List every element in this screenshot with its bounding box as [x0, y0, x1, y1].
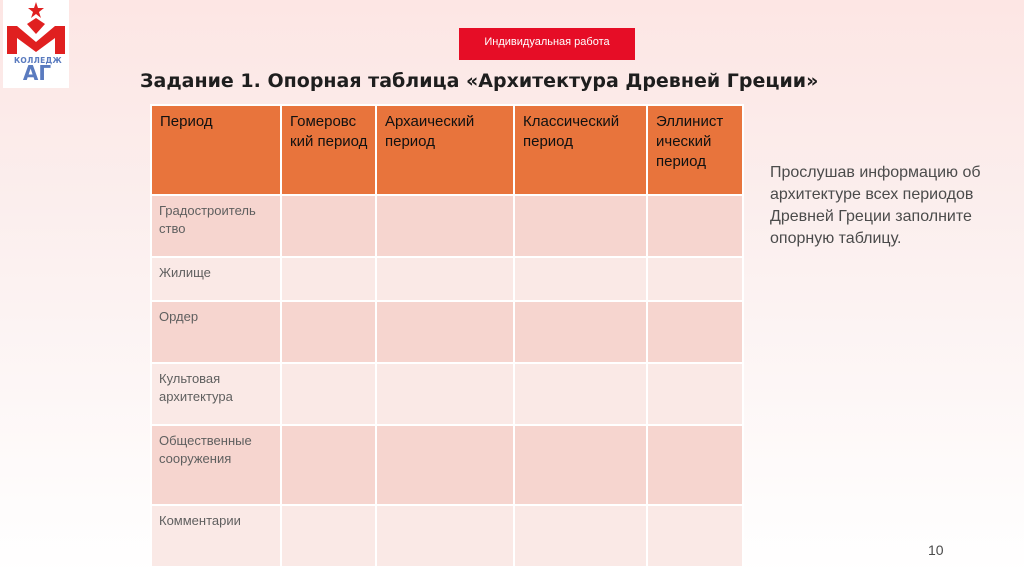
table-cell[interactable]: [376, 257, 514, 301]
table-cell[interactable]: [647, 301, 743, 363]
reference-table: [150, 104, 744, 568]
table-cell[interactable]: [514, 425, 647, 505]
row-label: Общественные сооружения: [151, 425, 281, 505]
table-cell[interactable]: [281, 257, 376, 301]
table-cell[interactable]: [281, 301, 376, 363]
individual-work-badge: Индивидуальная работа: [459, 28, 635, 60]
page-title: Задание 1. Опорная таблица «Архитектура Древней Греции»: [140, 70, 819, 92]
table-cell[interactable]: [514, 363, 647, 425]
table-row: [151, 505, 743, 567]
instruction-text: Прослушав информацию об архитектуре всех периодов Древней Греции заполните опорную таблицу.: [770, 164, 981, 247]
row-label: Ордер: [151, 301, 281, 363]
header-hellenistic: Эллинист ический период: [647, 105, 743, 195]
table-cell[interactable]: [376, 425, 514, 505]
table-row: [151, 257, 743, 301]
header-homeric: Гомеровс кий период: [281, 105, 376, 195]
table-cell[interactable]: [647, 425, 743, 505]
row-label: Культовая архитектура: [151, 363, 281, 425]
table-cell[interactable]: [281, 363, 376, 425]
header-period: Период: [151, 105, 281, 195]
page-number: 10: [928, 542, 944, 558]
table-row: [151, 363, 743, 425]
header-archaic: Архаический период: [376, 105, 514, 195]
table-row: [151, 301, 743, 363]
table-cell[interactable]: [647, 505, 743, 567]
table-cell[interactable]: [647, 257, 743, 301]
table-row: [151, 195, 743, 257]
table-cell[interactable]: [514, 257, 647, 301]
college-logo: [3, 0, 69, 88]
logo-initials: АГ: [22, 61, 52, 85]
table-cell[interactable]: [376, 195, 514, 257]
table-cell[interactable]: [376, 363, 514, 425]
table-header-row: [151, 105, 743, 195]
table-cell[interactable]: [376, 505, 514, 567]
table-cell[interactable]: [281, 505, 376, 567]
table-cell[interactable]: [281, 195, 376, 257]
row-label: Градостроитель ство: [151, 195, 281, 257]
row-label: Жилище: [151, 257, 281, 301]
table-cell[interactable]: [514, 301, 647, 363]
table-cell[interactable]: [281, 425, 376, 505]
header-classical: Классический период: [514, 105, 647, 195]
table-cell[interactable]: [647, 363, 743, 425]
logo-caption: КОЛЛЕДЖ: [13, 56, 63, 65]
table-cell[interactable]: [514, 195, 647, 257]
table-cell[interactable]: [376, 301, 514, 363]
row-label: Комментарии: [151, 505, 281, 567]
table-cell[interactable]: [647, 195, 743, 257]
table-cell[interactable]: [514, 505, 647, 567]
table-row: [151, 425, 743, 505]
